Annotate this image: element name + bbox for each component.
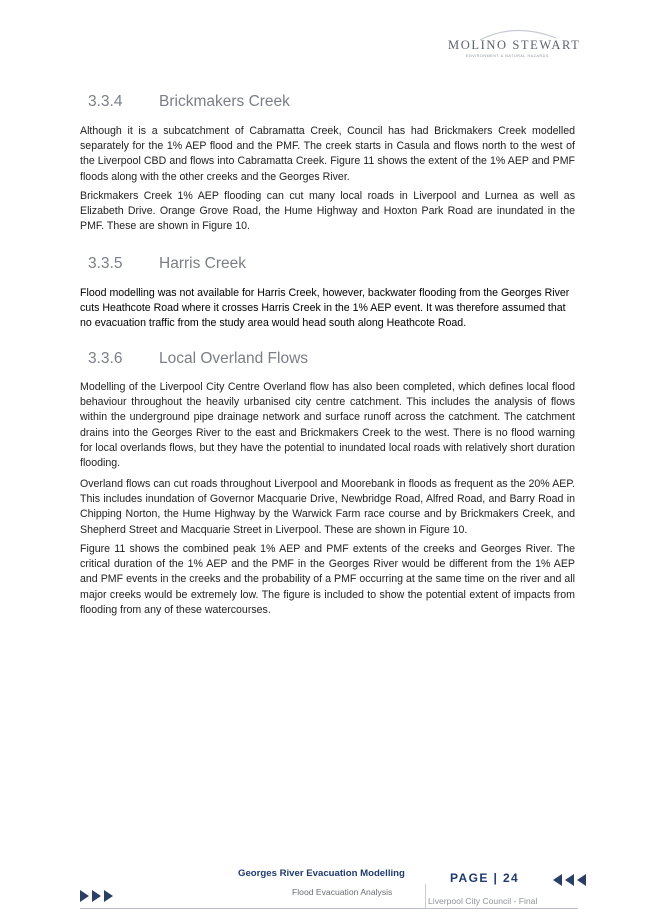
- section-title: Harris Creek: [159, 255, 246, 272]
- company-logo: [440, 24, 580, 64]
- triple-left-arrow-icon: [553, 874, 589, 886]
- footer-report-title: Georges River Evacuation Modelling: [238, 868, 405, 879]
- triple-right-arrow-icon: [80, 890, 118, 902]
- paragraph: Modelling of the Liverpool City Centre Overland flow has also been completed, which defines local flood behaviour throughout the heavily urbanised city centre catchment. This includes the analysis of flows within the underground pipe drainage network and surface runoff across the catchment. The catchment drains into the Georges River to the east and Brickmakers Creek to the west. There is no flood warning for local overlands flows, but they have the potential to inundated local roads with relatively short duration flooding.: [80, 381, 575, 470]
- section-number: 3.3.4: [88, 93, 123, 110]
- paragraph: Brickmakers Creek 1% AEP flooding can cut many local roads in Liverpool and Lurnea as well as Elizabeth Drive. Orange Grove Road, the Hume Highway and Hoxton Park Road are inundated in the PMF. These are shown in Figure 10.: [80, 190, 575, 233]
- footer-subtitle: Flood Evacuation Analysis: [292, 887, 393, 897]
- section-title: Local Overland Flows: [159, 350, 309, 367]
- logo-tagline: ENVIRONMENT & NATURAL HAZARDS: [466, 54, 549, 58]
- paragraph: Figure 11 shows the combined peak 1% AEP and PMF extents of the creeks and Georges River. The critical duration of the 1% AEP and the PMF in the Georges River would be different from the 1% AEP and PMF events in the creeks and the probability of a PMF occurring at the same time on the river and all major creeks would be extremely low. The figure is included to show the potential extent of impacts from flooding from any of these watercourses.: [80, 543, 575, 616]
- paragraph: Flood modelling was not available for Harris Creek, however, backwater flooding from the Georges River cuts Heathcote Road where it crosses Harris Creek in the 1% AEP event. It was therefore assumed that no evacuation traffic from the study area would head south along Heathcote Road.: [80, 287, 570, 330]
- section-number: 3.3.5: [88, 255, 123, 272]
- section-number: 3.3.6: [88, 350, 123, 367]
- logo-name: MOLINO STEWART: [448, 38, 581, 52]
- section-heading-3-3-4: [88, 93, 290, 111]
- page-number: PAGE | 24: [450, 871, 520, 885]
- footer-client: Liverpool City Council - Final: [428, 896, 538, 906]
- footer-divider: [425, 884, 426, 908]
- footer-rule: [80, 908, 578, 909]
- paragraph: Although it is a subcatchment of Cabramatta Creek, Council has had Brickmakers Creek modelled separately for the 1% AEP flood and the PMF. The creek starts in Casula and flows north to the west of the Liverpool CBD and flows into Cabramatta Creek. Figure 11 shows the extent of the 1% AEP and PMF floods along with the other creeks and the Georges River.: [80, 125, 575, 183]
- section-title: Brickmakers Creek: [159, 93, 290, 110]
- section-heading-3-3-6: [88, 350, 308, 368]
- paragraph: Overland flows can cut roads throughout Liverpool and Moorebank in floods as frequent as the 20% AEP. This includes inundation of Governor Macquarie Drive, Newbridge Road, Alfred Road, and Barry Road in Chipping Norton, the Hume Highway by the Warwick Farm race course and by Brickmakers Creek, and Shepherd Street and Macquarie Street in Liverpool. These are shown in Figure 10.: [80, 478, 575, 536]
- section-heading-3-3-5: [88, 255, 246, 273]
